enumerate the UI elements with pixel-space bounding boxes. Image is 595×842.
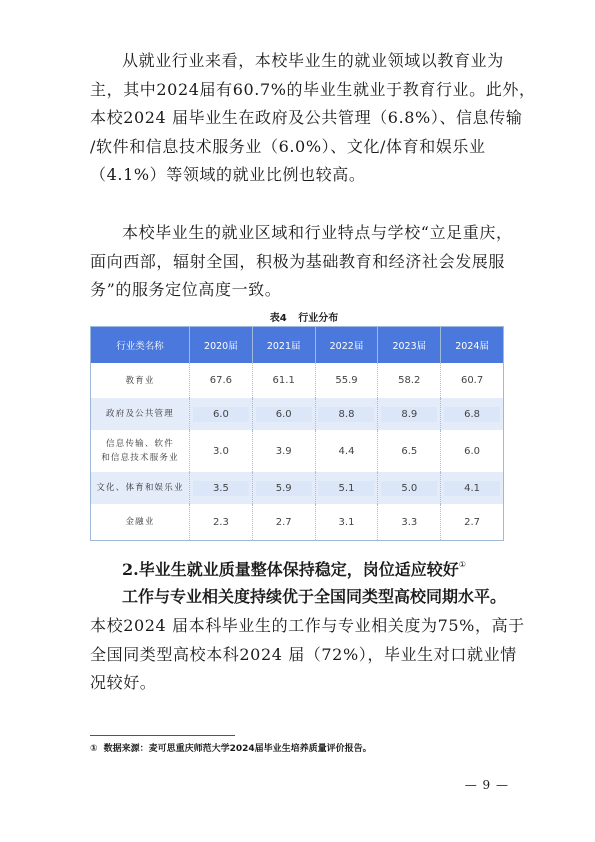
table-caption: 表4 行业分布 bbox=[269, 313, 339, 324]
section-subheading: 工作与专业相关度持续优于全国同类型高校同期水平。 bbox=[122, 587, 507, 606]
value-cell bbox=[441, 363, 504, 398]
footnote-reference[interactable]: ① bbox=[458, 560, 466, 569]
value-cell bbox=[190, 504, 253, 541]
cell-value: 6.8 bbox=[444, 407, 500, 422]
column-header: 行业类名称 bbox=[91, 327, 190, 364]
value-cell bbox=[441, 398, 504, 430]
cell-value: 5.9 bbox=[256, 481, 312, 496]
industry-table bbox=[90, 326, 504, 541]
cell-value: 4.1 bbox=[444, 481, 500, 496]
footnote-marker: ① bbox=[90, 744, 98, 754]
cell-text: 文化、体育和娱乐业 bbox=[96, 483, 184, 493]
value-cell bbox=[252, 398, 315, 430]
cell-value: 67.6 bbox=[209, 375, 233, 386]
text-line: 本校毕业生的就业区域和行业特点与学校“立足重庆， bbox=[122, 223, 513, 242]
value-cell bbox=[315, 472, 378, 504]
cell-value: 2.7 bbox=[275, 516, 292, 528]
cell-value: 8.8 bbox=[318, 407, 374, 422]
text-line: /软件和信息技术服务业（6.0%）、文化/体育和娱乐业 bbox=[90, 136, 486, 156]
text-line: 全国同类型高校本科2024 届（72%），毕业生对口就业情 bbox=[90, 644, 517, 664]
industry-name-cell bbox=[91, 430, 190, 472]
cell-value: 2.3 bbox=[212, 516, 229, 528]
cell-value: 6.5 bbox=[401, 445, 418, 457]
value-cell bbox=[378, 472, 441, 504]
cell-value: 3.9 bbox=[275, 445, 292, 457]
cell-value: 61.1 bbox=[272, 375, 295, 386]
cell-value: 6.0 bbox=[256, 407, 312, 422]
column-header: 2021届 bbox=[252, 327, 315, 364]
column-header: 2023届 bbox=[378, 327, 441, 364]
text-line: 务”的服务定位高度一致。 bbox=[90, 280, 282, 300]
table-row bbox=[91, 430, 504, 472]
footnote-divider bbox=[90, 735, 235, 736]
value-cell bbox=[378, 430, 441, 472]
value-cell bbox=[252, 363, 315, 398]
footnote bbox=[90, 741, 372, 754]
cell-text: 和信息技术服务业 bbox=[101, 453, 179, 463]
text-line: （4.1%）等领域的就业比例也较高。 bbox=[90, 165, 366, 185]
page-number: — 9 — bbox=[464, 778, 509, 792]
value-cell bbox=[441, 504, 504, 541]
paragraph-positioning bbox=[90, 219, 518, 305]
cell-value: 8.9 bbox=[381, 407, 437, 422]
value-cell bbox=[190, 472, 253, 504]
value-cell bbox=[252, 430, 315, 472]
cell-value: 5.1 bbox=[318, 481, 374, 496]
text-line: 本校2024 届毕业生在政府及公共管理（6.8%）、信息传输 bbox=[90, 108, 523, 128]
table-header-row bbox=[91, 327, 504, 364]
industry-name-cell bbox=[91, 398, 190, 430]
value-cell bbox=[441, 430, 504, 472]
footnote-text: 数据来源：麦可思重庆师范大学2024届毕业生培养质量评价报告。 bbox=[103, 744, 372, 754]
value-cell bbox=[190, 430, 253, 472]
cell-value: 4.4 bbox=[338, 445, 355, 457]
text-line: 面向西部，辐射全国，积极为基础教育和经济社会发展服 bbox=[90, 251, 506, 271]
industry-name-cell bbox=[91, 363, 190, 398]
text-line: 况较好。 bbox=[90, 673, 157, 693]
table-row bbox=[91, 504, 504, 541]
value-cell bbox=[190, 363, 253, 398]
value-cell bbox=[252, 472, 315, 504]
table-row bbox=[91, 472, 504, 504]
industry-name-cell bbox=[91, 472, 190, 504]
column-header: 2022届 bbox=[315, 327, 378, 364]
section-heading bbox=[90, 557, 562, 580]
cell-value: 3.3 bbox=[401, 516, 418, 528]
value-cell bbox=[315, 430, 378, 472]
cell-value: 60.7 bbox=[460, 375, 484, 386]
value-cell bbox=[315, 504, 378, 541]
cell-text: 教育业 bbox=[125, 375, 155, 386]
paragraph-industry bbox=[90, 47, 536, 190]
table-row bbox=[91, 363, 504, 398]
cell-text: 信息传输、软件 bbox=[106, 439, 174, 449]
column-header: 2020届 bbox=[190, 327, 253, 364]
value-cell bbox=[315, 398, 378, 430]
value-cell bbox=[315, 363, 378, 398]
value-cell bbox=[252, 504, 315, 541]
text-line: 主，其中2024届有60.7%的毕业生就业于教育行业。此外， bbox=[90, 79, 536, 99]
table-row bbox=[91, 398, 504, 430]
section-heading-text: 2.毕业生就业质量整体保持稳定，岗位适应较好 bbox=[122, 560, 459, 579]
cell-value: 3.0 bbox=[212, 445, 229, 457]
cell-value: 5.0 bbox=[381, 481, 437, 496]
cell-value: 55.9 bbox=[335, 375, 358, 386]
cell-value: 6.0 bbox=[193, 407, 249, 422]
cell-value: 3.5 bbox=[193, 481, 249, 496]
cell-text: 金融业 bbox=[125, 517, 155, 527]
cell-text: 政府及公共管理 bbox=[106, 409, 174, 419]
text-line: 本校2024 届本科毕业生的工作与专业相关度为75%，高于 bbox=[90, 616, 525, 635]
paragraph-relevance bbox=[90, 612, 525, 698]
text-line: 从就业行业来看，本校毕业生的就业领域以教育业为 bbox=[122, 51, 504, 70]
cell-value: 2.7 bbox=[464, 516, 481, 528]
value-cell bbox=[190, 398, 253, 430]
column-header: 2024届 bbox=[441, 327, 504, 364]
cell-value: 3.1 bbox=[338, 516, 355, 528]
cell-value: 6.0 bbox=[464, 445, 481, 457]
cell-value: 58.2 bbox=[398, 375, 421, 386]
value-cell bbox=[441, 472, 504, 504]
value-cell bbox=[378, 363, 441, 398]
value-cell bbox=[378, 504, 441, 541]
value-cell bbox=[378, 398, 441, 430]
industry-name-cell bbox=[91, 504, 190, 541]
